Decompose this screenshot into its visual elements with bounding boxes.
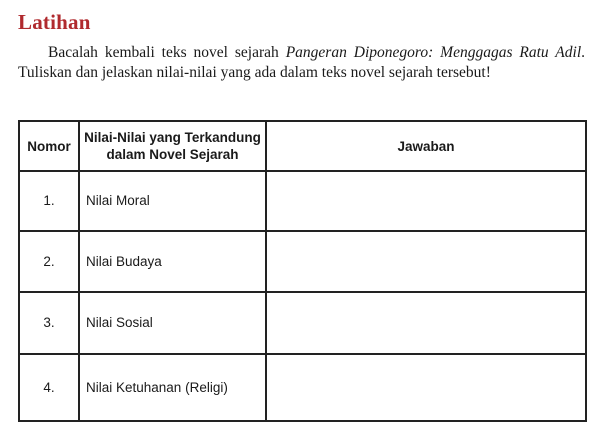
answer-cell-moral[interactable]	[266, 171, 586, 231]
instruction-lead: Bacalah kembali teks novel sejarah	[48, 44, 286, 61]
answer-cell-ketuhanan[interactable]	[266, 354, 586, 421]
row-number: 3.	[19, 292, 79, 354]
exercise-table	[18, 120, 587, 422]
novel-title: Pangeran Diponegoro: Menggagas Ratu Adil	[285, 44, 582, 61]
header-answer: Jawaban	[266, 121, 586, 171]
header-values-line2: dalam Novel Sejarah	[106, 147, 239, 162]
table-header-row	[19, 121, 586, 171]
header-values	[79, 121, 266, 171]
row-number: 1.	[19, 171, 79, 231]
instruction-paragraph	[18, 43, 585, 83]
table-row	[19, 231, 586, 292]
answer-cell-sosial[interactable]	[266, 292, 586, 354]
row-value: Nilai Moral	[79, 171, 266, 231]
row-value: Nilai Ketuhanan (Religi)	[79, 354, 266, 421]
row-value: Nilai Budaya	[79, 231, 266, 292]
header-values-line1: Nilai-Nilai yang Terkandung	[84, 130, 261, 145]
row-value: Nilai Sosial	[79, 292, 266, 354]
row-number: 2.	[19, 231, 79, 292]
row-number: 4.	[19, 354, 79, 421]
header-number: Nomor	[19, 121, 79, 171]
table-row	[19, 354, 586, 421]
answer-cell-budaya[interactable]	[266, 231, 586, 292]
section-heading: Latihan	[18, 10, 91, 34]
table-row	[19, 171, 586, 231]
table-row	[19, 292, 586, 354]
instruction-trail: . Tuliskan dan jelaskan nilai-nilai yang ada dalam teks novel sejarah tersebut!	[18, 44, 586, 81]
